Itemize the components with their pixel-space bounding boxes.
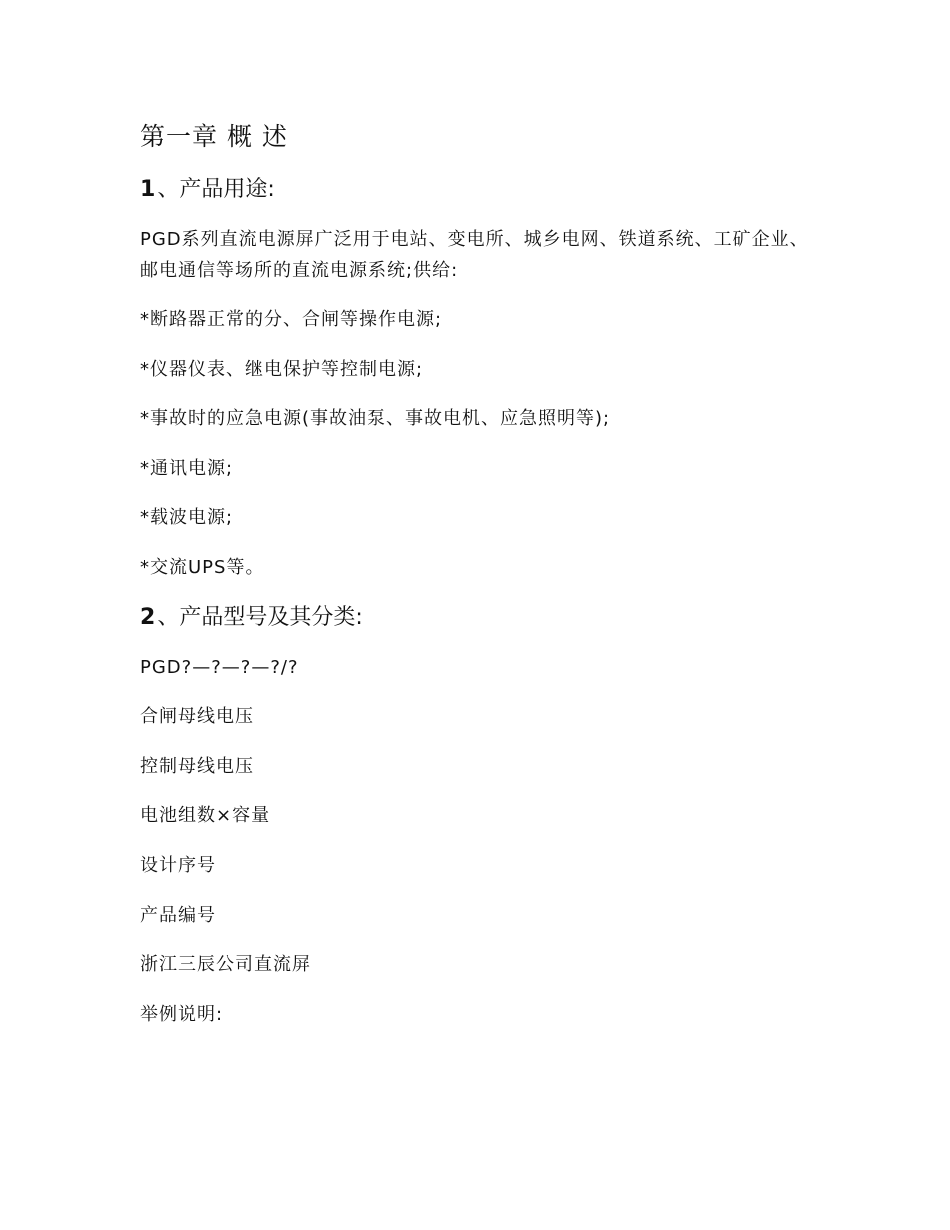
document-page	[140, 118, 820, 1048]
section-title: 、产品用途:	[157, 177, 275, 202]
section-heading-usage	[140, 174, 820, 206]
model-field: 产品编号	[140, 904, 216, 926]
model-field: 控制母线电压	[140, 755, 254, 777]
section-title: 、产品型号及其分类:	[157, 604, 363, 630]
usage-item: *交流UPS等。	[140, 556, 265, 578]
model-code: PGD?—?—?—?/?	[140, 656, 299, 678]
usage-item: *载波电源;	[140, 507, 234, 529]
model-field: 电池组数×容量	[140, 805, 271, 827]
model-field: 设计序号	[140, 854, 216, 876]
section-number: 1	[140, 177, 156, 202]
chapter-title: 第一章 概 述	[140, 122, 288, 151]
model-field: 合闸母线电压	[140, 706, 254, 728]
example-label: 举例说明:	[140, 1003, 224, 1025]
usage-item: *事故时的应急电源(事故油泵、事故电机、应急照明等);	[140, 408, 611, 430]
usage-item: *仪器仪表、继电保护等控制电源;	[140, 358, 424, 380]
usage-intro-paragraph: PGD系列直流电源屏广泛用于电站、变电所、城乡电网、铁道系统、工矿企业、邮电通信等场所的直流电源系统;供给:	[140, 229, 809, 281]
model-field: 浙江三辰公司直流屏	[140, 954, 311, 976]
section-heading-model	[140, 602, 820, 634]
usage-item: *通讯电源;	[140, 457, 234, 479]
section-number: 2	[140, 604, 156, 630]
usage-item: *断路器正常的分、合闸等操作电源;	[140, 309, 443, 330]
